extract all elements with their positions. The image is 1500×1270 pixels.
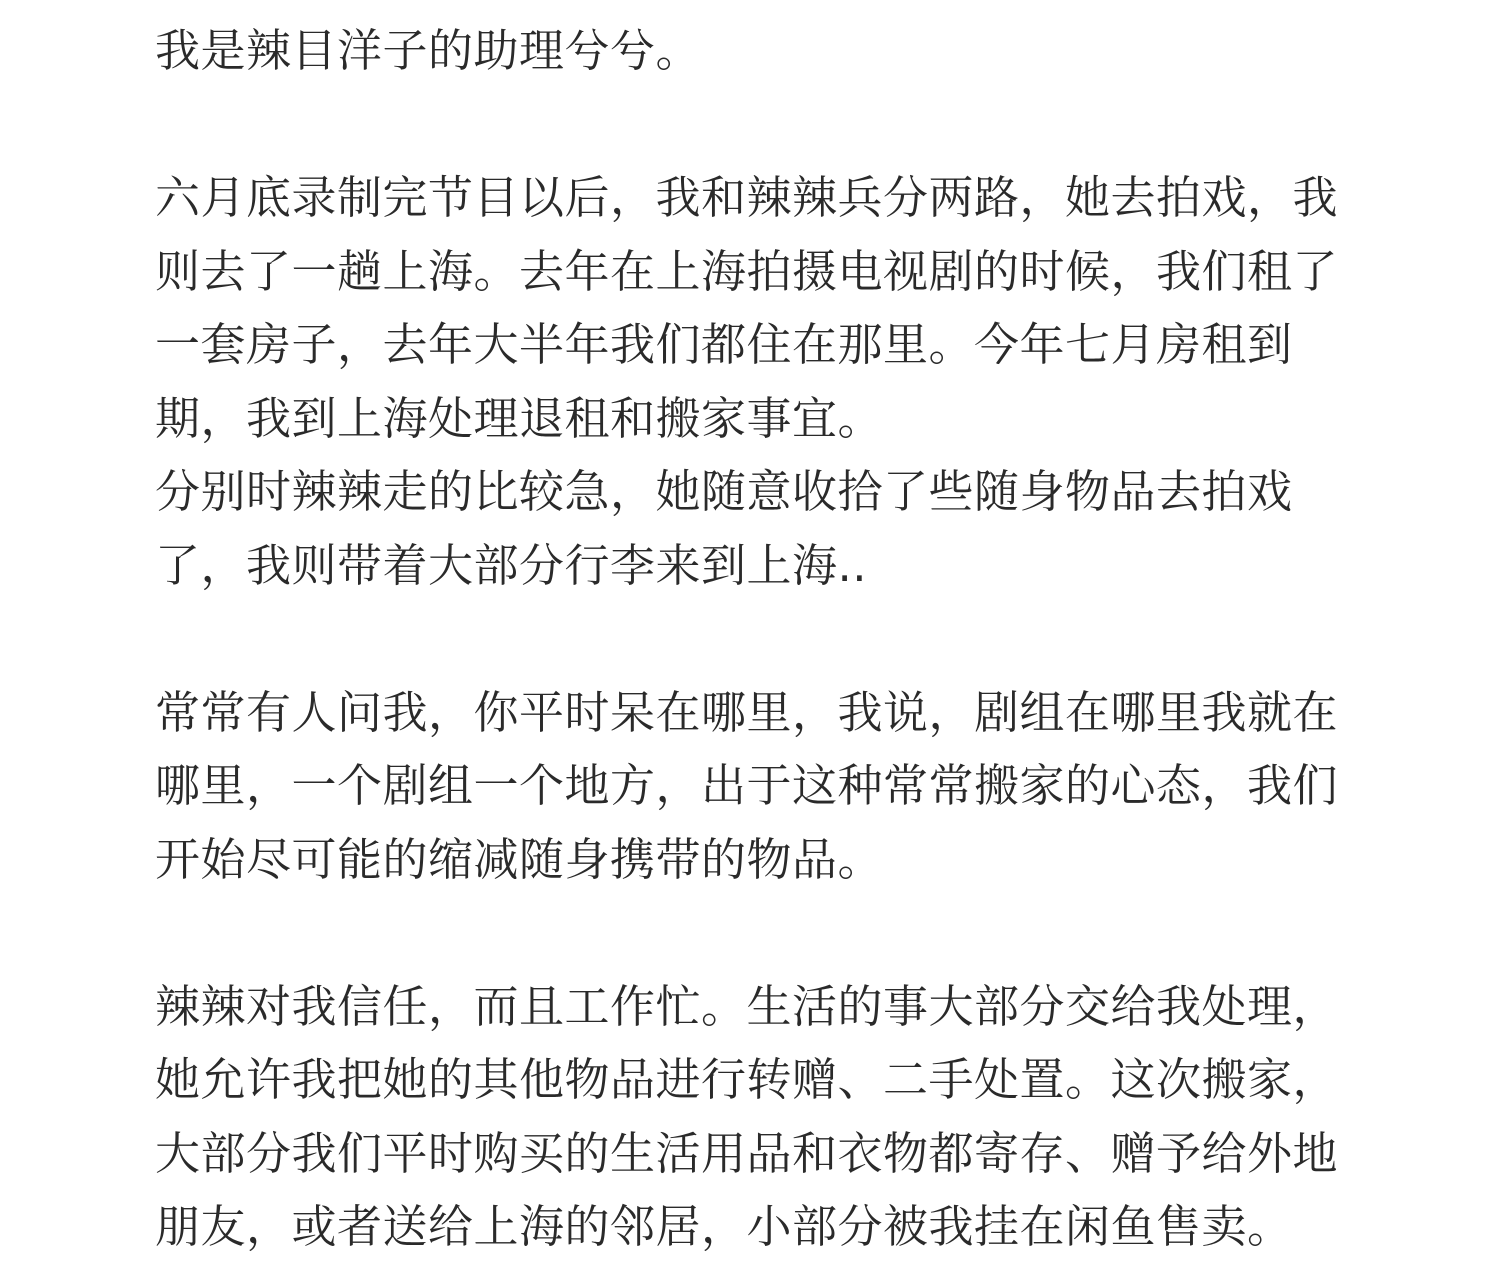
article-text: [155, 14, 1445, 1264]
text-line: 六月底录制完节目以后，我和辣辣兵分两路，她去拍戏，我: [155, 171, 1339, 224]
paragraph-gap: [155, 88, 1445, 162]
text-line: 期，我到上海处理退租和搬家事宜。: [155, 391, 884, 445]
text-line: 分别时辣辣走的比较急，她随意收拾了些随身物品去拍戏: [155, 465, 1293, 518]
paragraph-intro: [155, 14, 1445, 88]
paragraph-gap: [155, 602, 1445, 676]
text-line: 她允许我把她的其他物品进行转赠、二手处置。这次搬家，: [155, 1053, 1339, 1106]
text-line: 开始尽可能的缩减随身携带的物品。: [155, 832, 884, 886]
text-line: 大部分我们平时购买的生活用品和衣物都寄存、赠予给外地: [155, 1126, 1339, 1180]
paragraph-items: [155, 970, 1445, 1264]
text-line: 辣辣对我信任，而且工作忙。生活的事大部分交给我处理，: [155, 979, 1339, 1033]
text-line: 一套房子，去年大半年我们都住在那里。今年七月房租到: [155, 318, 1293, 371]
paragraph-lifestyle: [155, 676, 1445, 897]
text-line: 我是辣目洋子的助理兮兮。: [155, 24, 702, 77]
text-line: 则去了一趟上海。去年在上海拍摄电视剧的时候，我们租了: [155, 244, 1339, 298]
text-line: 哪里，一个剧组一个地方，出于这种常常搬家的心态，我们: [155, 759, 1339, 812]
paragraph-moving: [155, 161, 1445, 602]
text-line: 了，我则带着大部分行李来到上海..: [155, 538, 868, 592]
paragraph-gap: [155, 896, 1445, 970]
text-line: 常常有人问我，你平时呆在哪里，我说，剧组在哪里我就在: [155, 685, 1339, 739]
text-line: 朋友，或者送给上海的邻居，小部分被我挂在闲鱼售卖。: [155, 1200, 1293, 1253]
